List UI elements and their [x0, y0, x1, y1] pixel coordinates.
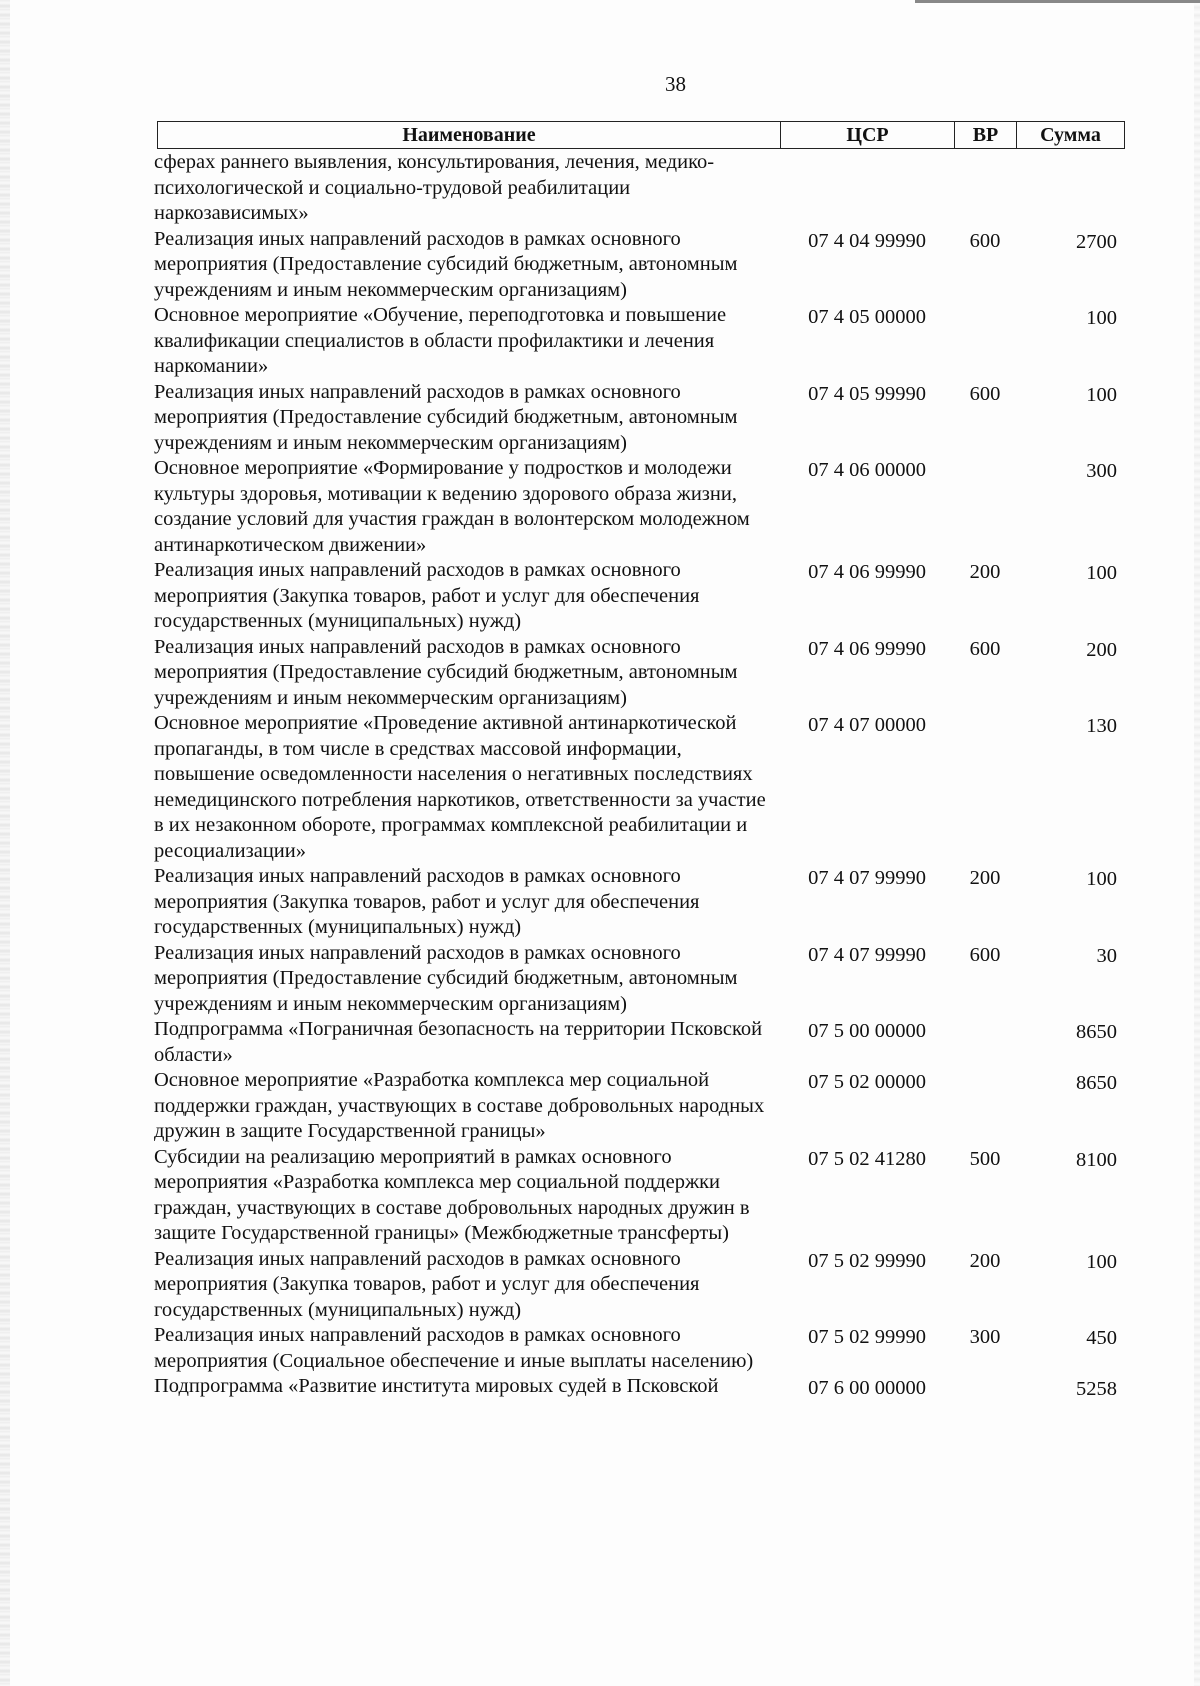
row-sum: 300: [1086, 460, 1117, 482]
row-csr: 07 5 00 00000: [808, 1020, 926, 1042]
row-csr: 07 4 04 99990: [808, 229, 926, 252]
table-row: [154, 941, 1125, 1018]
row-csr: 07 4 05 99990: [808, 382, 926, 405]
header-vr: ВР: [955, 122, 1017, 148]
row-name: Подпрограмма «Развитие института мировых судей в Псковской: [154, 1375, 719, 1397]
row-csr: 07 5 02 00000: [808, 1071, 926, 1093]
table-row: [154, 1068, 1125, 1145]
row-name: Реализация иных направлений расходов в рамках основного мероприятия (Закупка товаров, работ и услуг для обеспечения государственных (муниципальных) нужд): [154, 865, 700, 938]
row-name: Основное мероприятие «Обучение, переподготовка и повышение квалификации специалистов в области профилактики и лечения наркомании»: [154, 304, 727, 377]
row-vr: [954, 150, 1016, 227]
row-sum: 100: [1086, 307, 1117, 329]
row-vr: 600: [969, 637, 1001, 660]
row-name: Реализация иных направлений расходов в рамках основного мероприятия (Закупка товаров, работ и услуг для обеспечения государственных (муниципальных) нужд): [154, 1247, 700, 1321]
table-row: [154, 558, 1125, 635]
table-row: [154, 1247, 1125, 1324]
table-row: [154, 456, 1125, 558]
row-sum: 8100: [1076, 1148, 1117, 1171]
table-row: [154, 380, 1125, 457]
table-row: [154, 864, 1125, 941]
table-row: [154, 1323, 1125, 1374]
row-sum: 2700: [1076, 230, 1117, 253]
row-csr: 07 4 06 99990: [808, 561, 926, 583]
row-sum: 100: [1086, 562, 1117, 584]
row-vr: [954, 1068, 1016, 1145]
scan-edge-right: [1194, 0, 1200, 1686]
row-csr: [780, 150, 954, 227]
row-vr: 200: [969, 561, 1001, 583]
row-name: Субсидии на реализацию мероприятий в рамках основного мероприятия «Разработка комплекса мер социальной поддержки граждан, участвующих в составе добровольных народных дружин в защите Государственной границы» (Межбюджетные трансферты): [154, 1145, 750, 1244]
row-vr: 600: [969, 229, 1001, 252]
row-name: Основное мероприятие «Формирование у подростков и молодежи культуры здоровья, мотивации к ведению здорового образа жизни, создание условий для участия граждан в волонтерском молодежном антинаркотическом движении»: [154, 457, 750, 556]
row-vr: [954, 303, 1016, 380]
table-row: [154, 635, 1125, 712]
scan-top-line: [915, 0, 1200, 3]
row-name: Реализация иных направлений расходов в рамках основного мероприятия (Социальное обеспечение и иные выплаты населению): [154, 1324, 754, 1372]
row-vr: [954, 711, 1016, 864]
row-sum: 8650: [1076, 1072, 1117, 1094]
row-csr: 07 4 07 00000: [808, 714, 926, 736]
header-sum: Сумма: [1040, 123, 1101, 146]
row-csr: 07 6 00 00000: [808, 1377, 926, 1399]
row-name: Реализация иных направлений расходов в рамках основного мероприятия (Предоставление субсидий бюджетным, автономным учреждениям и иным некоммерческим организациям): [154, 227, 738, 301]
row-csr: 07 5 02 99990: [808, 1249, 926, 1272]
table-row: [154, 150, 1125, 227]
row-vr: [954, 1017, 1016, 1068]
table-row: [154, 1374, 1125, 1403]
row-name: Реализация иных направлений расходов в рамках основного мероприятия (Закупка товаров, работ и услуг для обеспечения государственных (муниципальных) нужд): [154, 559, 700, 632]
table-row: [154, 227, 1125, 304]
row-csr: 07 4 07 99990: [808, 867, 926, 889]
row-sum: 30: [1096, 944, 1117, 967]
table-body: [154, 150, 1125, 1403]
row-csr: 07 4 05 00000: [808, 306, 926, 328]
page-number: 38: [665, 72, 686, 96]
row-sum: 100: [1086, 383, 1117, 406]
row-name: Основное мероприятие «Разработка комплекса мер социальной поддержки граждан, участвующих в составе добровольных народных дружин в защите Государственной границы»: [154, 1069, 765, 1142]
row-name: Реализация иных направлений расходов в рамках основного мероприятия (Предоставление субсидий бюджетным, автономным учреждениям и иным некоммерческим организациям): [154, 941, 738, 1015]
row-sum: 130: [1086, 715, 1117, 737]
header-csr: ЦСР: [781, 122, 955, 148]
row-vr: [954, 1374, 1016, 1403]
row-sum: 8650: [1076, 1021, 1117, 1043]
row-sum: 100: [1086, 868, 1117, 890]
table-row: [154, 1145, 1125, 1247]
row-name: Основное мероприятие «Проведение активной антинаркотической пропаганды, в том числе в средствах массовой информации, повышение осведомленности населения о негативных последствиях немедицинского потребления наркотиков, ответственности за участие в их незаконном обороте, программах комплексной реабилитации и ресоциализации»: [154, 712, 766, 862]
row-name: сферах раннего выявления, консультирования, лечения, медико-психологической и социально-трудовой реабилитации наркозависимых»: [154, 151, 715, 224]
row-name: Реализация иных направлений расходов в рамках основного мероприятия (Предоставление субсидий бюджетным, автономным учреждениям и иным некоммерческим организациям): [154, 635, 738, 709]
row-vr: [954, 456, 1016, 558]
table-header: [157, 121, 1125, 149]
table-row: [154, 711, 1125, 864]
scan-edge-left: [0, 0, 10, 1686]
row-sum: 450: [1086, 1327, 1117, 1349]
row-sum: 5258: [1076, 1378, 1117, 1400]
row-csr: 07 4 06 99990: [808, 637, 926, 660]
header-name: Наименование: [158, 122, 781, 148]
row-name: Реализация иных направлений расходов в рамках основного мероприятия (Предоставление субсидий бюджетным, автономным учреждениям и иным некоммерческим организациям): [154, 380, 738, 454]
row-csr: 07 4 07 99990: [808, 943, 926, 966]
row-sum: 100: [1086, 1250, 1117, 1273]
row-vr: 500: [969, 1147, 1001, 1170]
row-vr: 600: [969, 382, 1001, 405]
row-vr: 200: [969, 867, 1001, 889]
row-sum: [1016, 150, 1125, 227]
row-vr: 600: [969, 943, 1001, 966]
row-vr: 300: [969, 1326, 1001, 1348]
row-vr: 200: [969, 1249, 1001, 1272]
table-row: [154, 303, 1125, 380]
row-csr: 07 5 02 41280: [808, 1147, 926, 1170]
row-sum: 200: [1086, 638, 1117, 661]
row-csr: 07 5 02 99990: [808, 1326, 926, 1348]
row-csr: 07 4 06 00000: [808, 459, 926, 481]
table-row: [154, 1017, 1125, 1068]
row-name: Подпрограмма «Пограничная безопасность на территории Псковской области»: [154, 1018, 763, 1066]
